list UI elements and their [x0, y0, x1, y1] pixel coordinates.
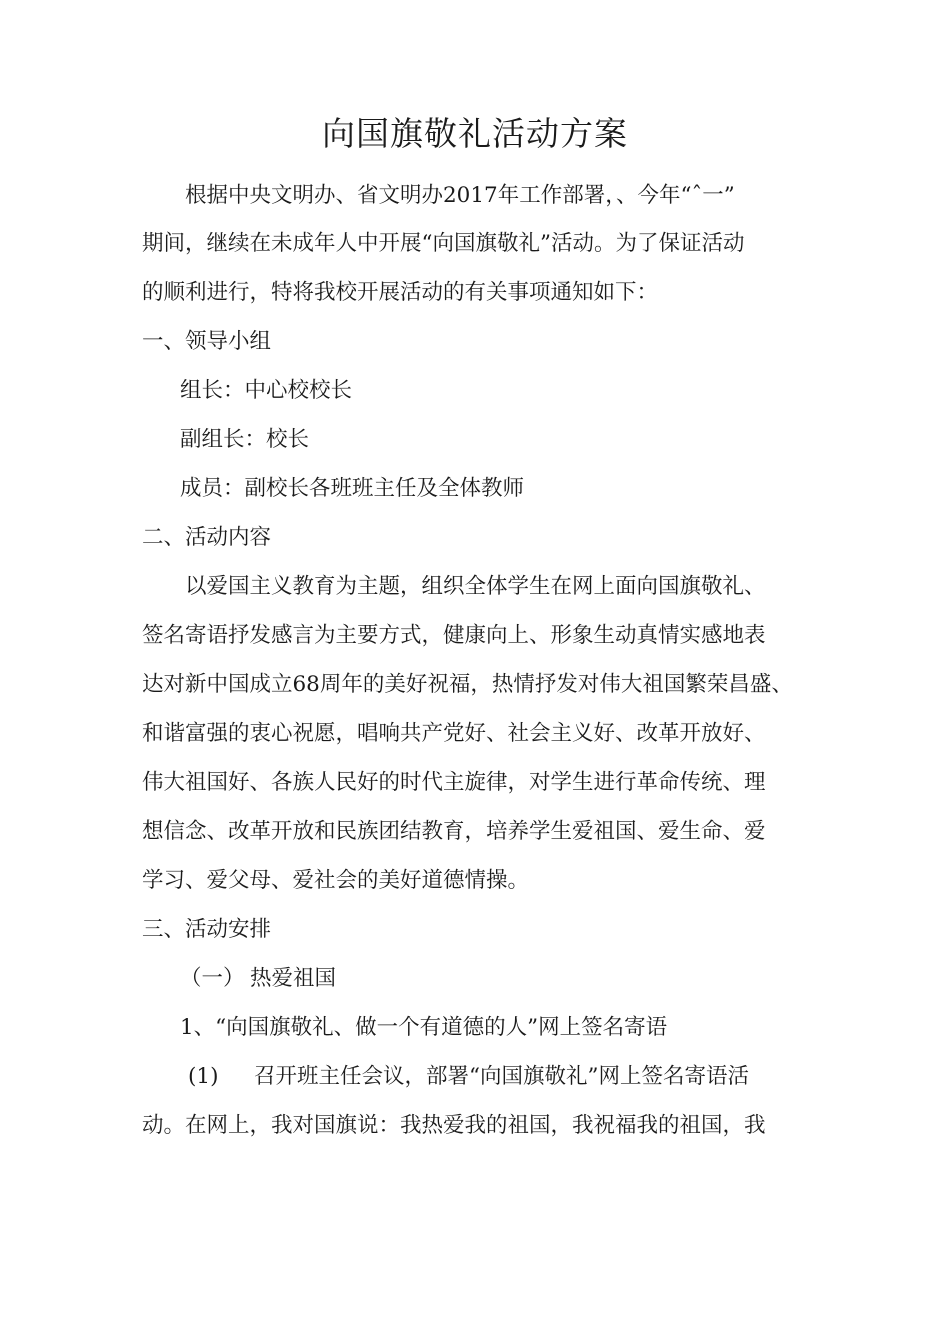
content-line-4: 和谐富强的衷心祝愿，唱响共产党好、社会主义好、改革开放好、	[142, 721, 766, 746]
subsection-title: 热爱祖国	[250, 966, 337, 991]
members-item: 成员：副校长各班班主任及全体教师	[180, 476, 525, 501]
subsection-number: （一）	[180, 966, 245, 991]
step-1-continued: 动。在网上，我对国旗说：我热爱我的祖国，我祝福我的祖国，我	[142, 1113, 766, 1138]
activity-item-1: 1、“向国旗敬礼、做一个有道德的人”网上签名寄语	[180, 1015, 668, 1040]
step-1	[142, 1062, 888, 1092]
content-line-7: 学习、爱父母、爱社会的美好道德情操。	[142, 868, 530, 893]
step-number: (1)	[188, 1064, 219, 1089]
intro-line-3: 的顺利进行，特将我校开展活动的有关事项通知如下：	[142, 280, 659, 305]
vice-leader-item: 副组长：校长	[180, 427, 310, 452]
intro-line-2: 期间，继续在未成年人中开展“向国旗敬礼”活动。为了保证活动	[142, 231, 745, 256]
document-title: 向国旗敬礼活动方案	[322, 114, 628, 153]
content-line-1: 以爱国主义教育为主题，组织全体学生在网上面向国旗敬礼、	[185, 574, 766, 599]
content-line-5: 伟大祖国好、各族人民好的时代主旋律，对学生进行革命传统、理	[142, 770, 766, 795]
section-heading-3: 三、活动安排	[142, 917, 272, 942]
subsection-1	[142, 964, 880, 994]
section-heading-2: 二、活动内容	[142, 525, 272, 550]
content-line-2: 签名寄语抒发感言为主要方式，健康向上、形象生动真情实感地表	[142, 623, 766, 648]
content-line-3: 达对新中国成立68周年的美好祝福，热情抒发对伟大祖国繁荣昌盛、	[142, 672, 793, 697]
intro-line-1: 根据中央文明办、省文明办2017年工作部署，、今年“ˆ一”	[185, 183, 735, 208]
section-heading-1: 一、领导小组	[142, 329, 272, 354]
content-line-6: 想信念、改革开放和民族团结教育，培养学生爱祖国、爱生命、爱	[142, 819, 766, 844]
step-text: 召开班主任会议，部署“向国旗敬礼”网上签名寄语活	[254, 1064, 749, 1089]
leader-item: 组长：中心校校长	[180, 378, 353, 403]
